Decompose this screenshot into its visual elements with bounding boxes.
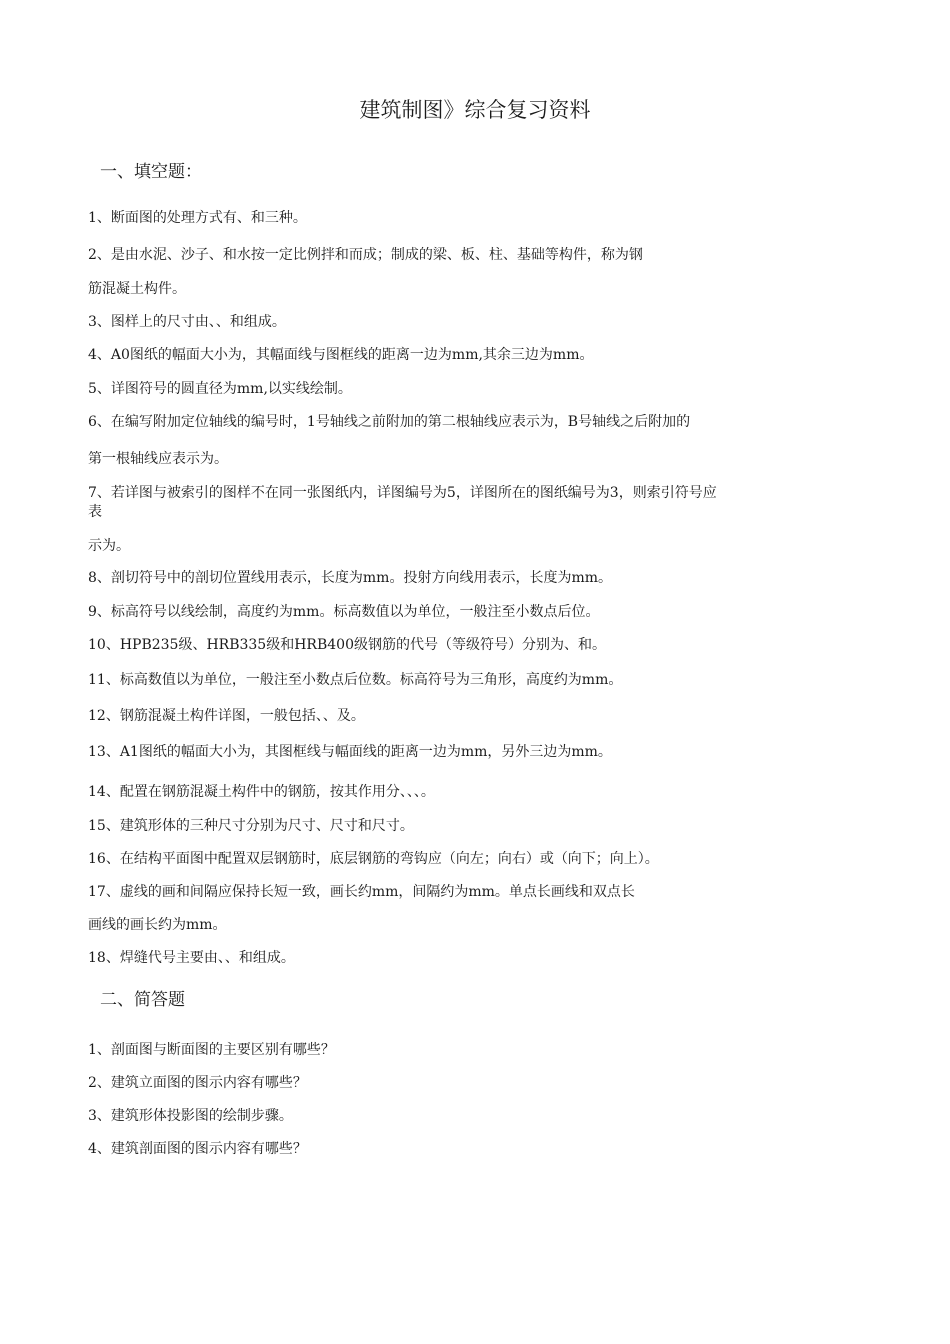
question-line: 第一根轴线应表示为。 <box>88 451 228 467</box>
question-line: 1、断面图的处理方式有、和三种。 <box>88 210 307 226</box>
question-line: 画线的画长约为mm。 <box>88 917 227 933</box>
question-line: 12、钢筋混凝土构件详图，一般包括、、及。 <box>88 708 365 724</box>
question-line: 13、A1图纸的幅面大小为，其图框线与幅面线的距离一边为mm，另外三边为mm。 <box>88 744 612 760</box>
question-line: 表 <box>88 504 102 520</box>
question-line: 4、建筑剖面图的图示内容有哪些？ <box>88 1141 307 1157</box>
section-heading-fill-in: 一、填空题： <box>100 162 202 182</box>
question-line: 14、配置在钢筋混凝土构件中的钢筋，按其作用分、、、。 <box>88 784 435 800</box>
question-line: 17、虚线的画和间隔应保持长短一致，画长约mm，间隔约为mm。单点长画线和双点长 <box>88 884 635 900</box>
question-line: 6、在编写附加定位轴线的编号时，1号轴线之前附加的第二根轴线应表示为，B号轴线之后附加的 <box>88 414 691 430</box>
question-line: 4、A0图纸的幅面大小为，其幅面线与图框线的距离一边为mm,其余三边为mm。 <box>88 347 594 363</box>
question-line: 1、剖面图与断面图的主要区别有哪些？ <box>88 1042 335 1058</box>
section-heading-short-answer: 二、简答题 <box>100 990 185 1010</box>
question-line: 2、是由水泥、沙子、和水按一定比例拌和而成；制成的梁、板、柱、基础等构件，称为钢 <box>88 247 643 263</box>
question-line: 9、标高符号以线绘制，高度约为mm。标高数值以为单位，一般注至小数点后位。 <box>88 604 600 620</box>
question-line: 7、若详图与被索引的图样不在同一张图纸内，详图编号为5，详图所在的图纸编号为3，则索引符号应 <box>88 485 717 501</box>
question-line: 3、图样上的尺寸由、、和组成。 <box>88 314 286 330</box>
question-line: 2、建筑立面图的图示内容有哪些？ <box>88 1075 307 1091</box>
question-line: 10、HPB235级、HRB335级和HRB400级钢筋的代号（等级符号）分别为、和。 <box>88 637 606 653</box>
question-line: 5、详图符号的圆直径为mm,以实线绘制。 <box>88 381 352 397</box>
question-line: 3、建筑形体投影图的绘制步骤。 <box>88 1108 293 1124</box>
question-line: 示为。 <box>88 538 130 554</box>
question-line: 18、焊缝代号主要由、、和组成。 <box>88 950 295 966</box>
document-title: 建筑制图》综合复习资料 <box>359 98 591 122</box>
question-line: 11、标高数值以为单位，一般注至小数点后位数。标高符号为三角形，高度约为mm。 <box>88 672 623 688</box>
question-line: 16、在结构平面图中配置双层钢筋时，底层钢筋的弯钩应（向左；向右）或（向下；向上）。 <box>88 851 659 867</box>
question-line: 8、剖切符号中的剖切位置线用表示，长度为mm。投射方向线用表示，长度为mm。 <box>88 570 613 586</box>
question-line: 15、建筑形体的三种尺寸分别为尺寸、尺寸和尺寸。 <box>88 818 414 834</box>
question-line: 筋混凝土构件。 <box>88 281 186 297</box>
